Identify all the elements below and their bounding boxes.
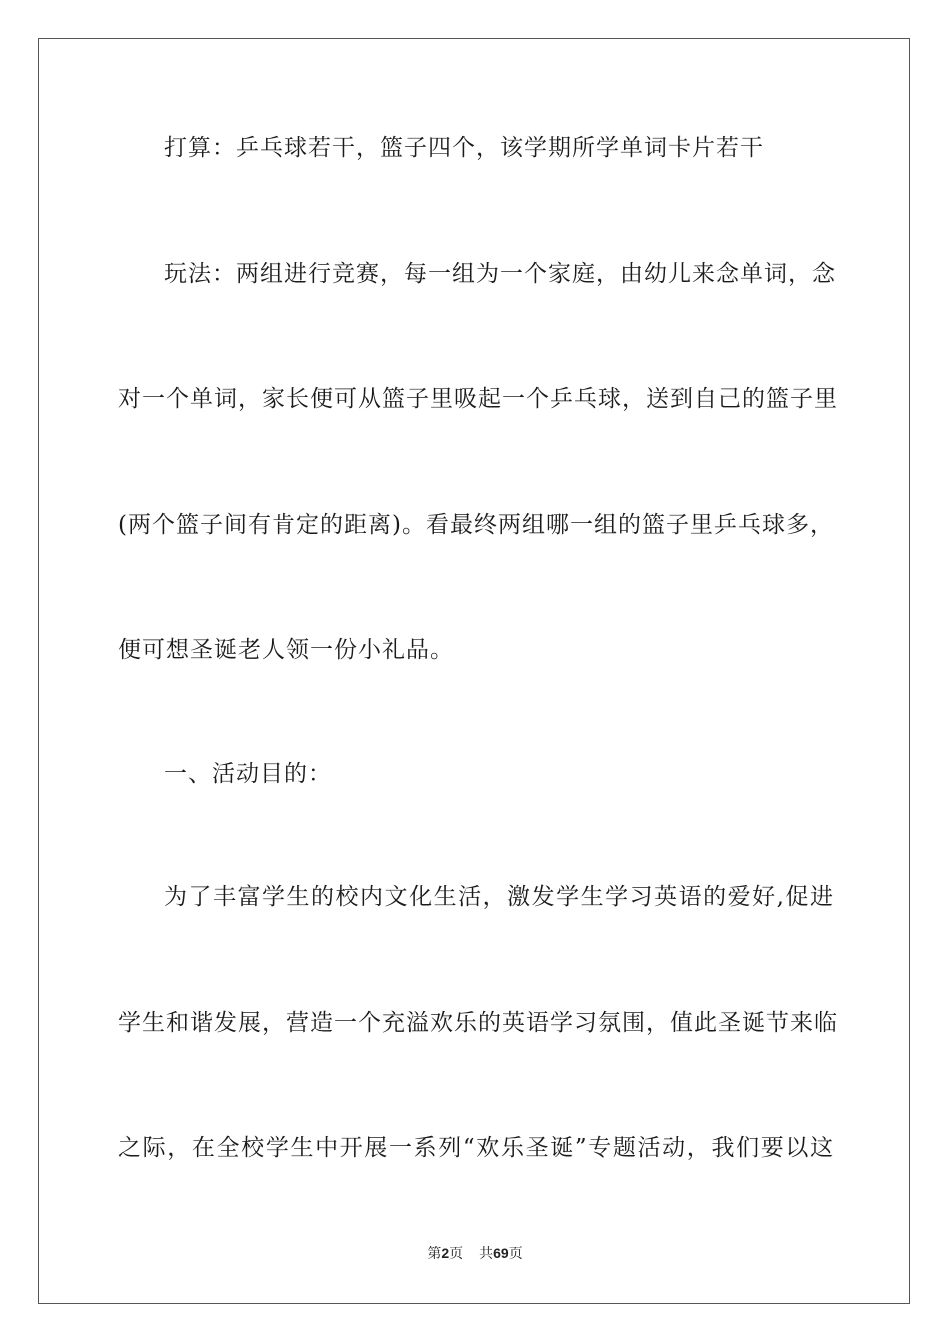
text-line-1: 打算：乒乓球若干，篮子四个，该学期所学单词卡片若干 bbox=[164, 135, 764, 161]
page-number: 2 bbox=[441, 1245, 450, 1261]
text-line-5: 便可想圣诞老人领一份小礼品。 bbox=[118, 637, 454, 663]
total-pages: 69 bbox=[493, 1245, 509, 1261]
text-line-4: (两个篮子间有肯定的距离)。看最终两组哪一组的篮子里乒乓球多， bbox=[118, 512, 834, 538]
page-suffix: 页 bbox=[449, 1246, 464, 1262]
page-prefix: 第 bbox=[427, 1246, 442, 1262]
total-suffix: 页 bbox=[508, 1246, 523, 1262]
page-border bbox=[38, 38, 910, 1304]
section-heading: 一、活动目的： bbox=[164, 761, 332, 787]
page-footer bbox=[0, 1244, 950, 1263]
text-line-3: 对一个单词，家长便可从篮子里吸起一个乒乓球，送到自己的篮子里 bbox=[118, 386, 838, 412]
text-line-9: 之际，在全校学生中开展一系列“欢乐圣诞”专题活动，我们要以这 bbox=[118, 1135, 834, 1161]
total-prefix: 共 bbox=[479, 1246, 494, 1262]
text-line-2: 玩法：两组进行竞赛，每一组为一个家庭，由幼儿来念单词，念 bbox=[164, 261, 836, 287]
text-line-7: 为了丰富学生的校内文化生活，激发学生学习英语的爱好,促进 bbox=[164, 884, 834, 910]
text-line-8: 学生和谐发展，营造一个充溢欢乐的英语学习氛围，值此圣诞节来临 bbox=[118, 1010, 838, 1036]
